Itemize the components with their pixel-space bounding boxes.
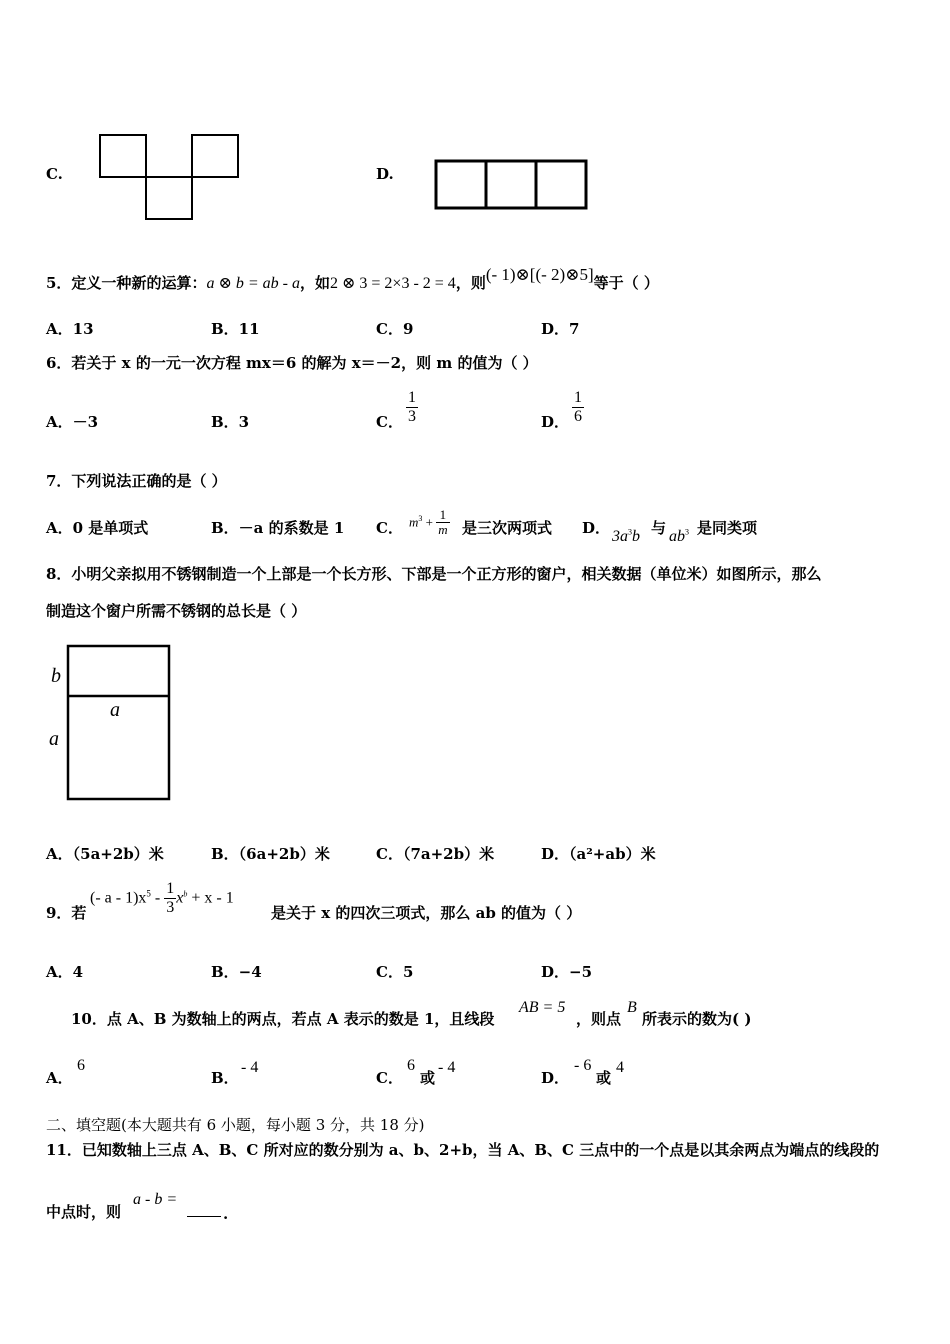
q8-figure-label-b: b <box>51 665 61 687</box>
q10-option-c-value1: 6 <box>407 1057 415 1074</box>
q8-option-c: C．（7a+2b）米 <box>376 845 495 863</box>
q7-option-d-term2: $ab^3$ <box>669 527 689 545</box>
q11-answer-blank[interactable] <box>187 1216 221 1217</box>
q4-option-d-figure <box>434 159 589 211</box>
q7-option-c-text: 是三次两项式 <box>462 519 553 537</box>
q9-option-c: C．5 <box>376 963 414 981</box>
q9-suffix: 是关于 x 的四次三项式，那么 ab 的值为（ ） <box>271 904 582 922</box>
q9-option-b: B．−4 <box>211 963 262 981</box>
section-2-heading: 二、填空题(本大题共有 6 小题，每小题 3 分，共 18 分) <box>46 1116 425 1134</box>
q5-expression: (- 1)⊗[(- 2)⊗5] <box>485 265 594 284</box>
q10-option-b-value: - 4 <box>241 1059 259 1076</box>
q11-stem-line2: 中点时，则 <box>46 1203 122 1221</box>
q9-expression: (- a - $1)x^5$ - $\frac{1}{3}$ $x^b + x - 1$ <box>90 880 234 916</box>
q10-option-d-value2: 4 <box>616 1059 624 1076</box>
q10-option-d-or: 或 <box>596 1069 612 1087</box>
q6-option-d-label: D． <box>541 413 570 431</box>
q5-stem: 5．定义一种新的运算：a ⊗ b = ab - a，如2 ⊗ 3 = 2×3 - 2 = 4，则(- 1)⊗[(- 2)⊗5]等于（ ） <box>46 265 659 292</box>
q8-stem-line1: 8．小明父亲拟用不锈钢制造一个上部是一个长方形、下部是一个正方形的窗户，相关数据（单位米）如图所示，那么 <box>46 565 822 583</box>
q7-option-b: B．－a 的系数是 1 <box>211 519 345 537</box>
q8-window-figure <box>66 644 174 802</box>
q6-option-c-fraction: $\frac{1}{3}$ <box>408 389 416 425</box>
q10-option-a-label: A． <box>46 1069 73 1087</box>
q7-option-c-label: C． <box>376 519 403 537</box>
q7-option-d-label: D． <box>582 519 611 537</box>
q11-end-period: . <box>223 1205 229 1223</box>
q6-option-c-label: C． <box>376 413 403 431</box>
q9-prefix: 9．若 <box>46 904 87 922</box>
q6-option-d-fraction: $\frac{1}{6}$ <box>574 389 582 425</box>
q8-stem-line2: 制造这个窗户所需不锈钢的总长是（ ） <box>46 602 307 620</box>
q7-option-d-term1: $3a^3b$ <box>612 527 640 545</box>
q10-ab-expression: AB = 5 <box>519 999 566 1016</box>
q11-expression: a - b = <box>133 1191 178 1208</box>
q10-point-b: B <box>627 999 637 1016</box>
q7-stem: 7．下列说法正确的是（ ） <box>46 472 227 490</box>
q10-option-a-value: 6 <box>77 1057 85 1074</box>
q10-option-c-value2: - 4 <box>438 1059 456 1076</box>
q10-stem-prefix: 10．点 A、B 为数轴上的两点，若点 A 表示的数是 1，且线段 <box>71 1010 495 1028</box>
q5-example: 2 ⊗ 3 = 2×3 - 2 = 4 <box>330 275 456 292</box>
q5-definition: a ⊗ b = ab - a <box>206 275 300 292</box>
q5-option-a: A．13 <box>46 320 94 338</box>
q6-option-b: B．3 <box>211 413 250 431</box>
q9-option-a: A．4 <box>46 963 84 981</box>
q10-option-c-or: 或 <box>420 1069 436 1087</box>
q8-figure-label-a-side: a <box>49 728 59 750</box>
q6-option-a: A．－3 <box>46 413 99 431</box>
q6-stem: 6．若关于 x 的一元一次方程 mx＝6 的解为 x＝－2，则 m 的值为（ ） <box>46 354 538 372</box>
q11-stem-line1: 11．已知数轴上三点 A、B、C 所对应的数分别为 a、b、2+b，当 A、B、C 三点中的一个点是以其余两点为端点的线段的 <box>46 1141 880 1159</box>
q7-option-d-text: 是同类项 <box>697 519 758 537</box>
q10-option-d-label: D． <box>541 1069 570 1087</box>
q8-figure-label-a-top: a <box>110 699 120 721</box>
q7-option-a: A．0 是单项式 <box>46 519 149 537</box>
q10-option-d-value1: - 6 <box>574 1057 592 1074</box>
q4-option-c-figure <box>98 133 243 223</box>
q7-option-d-with: 与 <box>651 519 667 537</box>
q10-stem-suffix: 所表示的数为( ) <box>642 1010 752 1028</box>
q5-option-c: C．9 <box>376 320 414 338</box>
q4-option-c-label: C. <box>46 165 63 183</box>
q10-option-c-label: C． <box>376 1069 403 1087</box>
q8-option-d: D．（a²+ab）米 <box>541 845 656 863</box>
q8-option-b: B．（6a+2b）米 <box>211 845 330 863</box>
q7-option-c-expression: $m^3$ + $\frac{1}{m}$ <box>409 507 448 538</box>
q9-option-d: D．−5 <box>541 963 593 981</box>
q10-option-b-label: B． <box>211 1069 239 1087</box>
q8-option-a: A．（5a+2b）米 <box>46 845 164 863</box>
q4-option-d-label: D. <box>376 165 394 183</box>
q10-stem-mid: ，则点 <box>576 1010 622 1028</box>
q5-option-d: D．7 <box>541 320 580 338</box>
q5-option-b: B．11 <box>211 320 260 338</box>
